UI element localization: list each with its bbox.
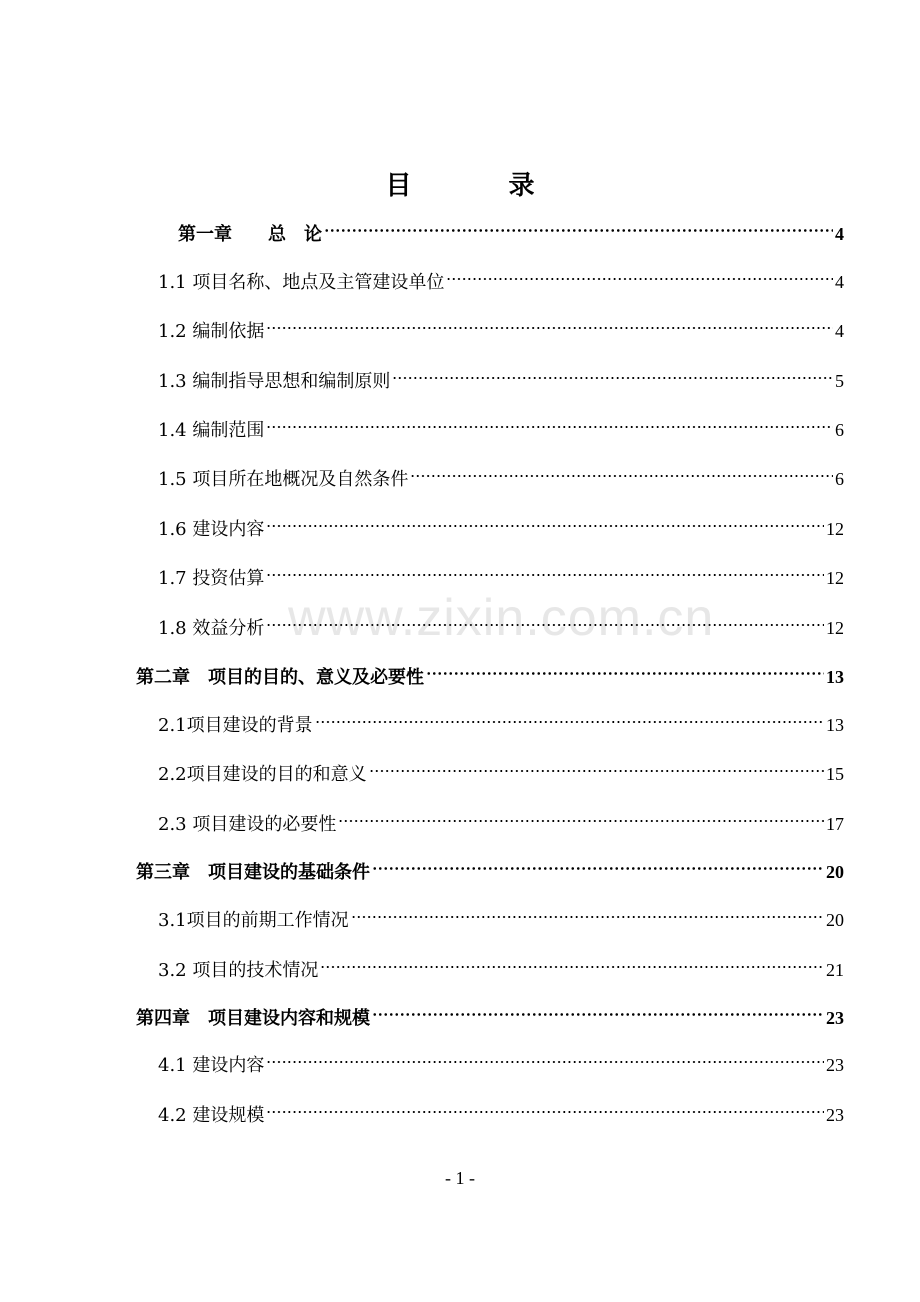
- toc-chapter-3[interactable]: [136, 848, 844, 883]
- toc-leader-dots: [372, 848, 824, 878]
- toc-section-1-6[interactable]: [158, 505, 844, 540]
- toc-leader-dots: [324, 210, 833, 240]
- toc-entry-page: 12: [826, 519, 844, 539]
- toc-section-1-1[interactable]: [158, 258, 844, 293]
- watermark: www.zixin.com.cn: [288, 589, 715, 647]
- toc-entry-page: 20: [826, 862, 844, 882]
- toc-entry-page: 4: [835, 224, 844, 244]
- toc-leader-dots: [266, 554, 824, 584]
- toc-entry-page: 23: [826, 1008, 844, 1028]
- toc-leader-dots: [410, 455, 833, 485]
- toc-leader-dots: [426, 653, 824, 683]
- toc-entry-label: 4.2 建设规模: [158, 1105, 265, 1126]
- toc-section-2-2[interactable]: [158, 750, 844, 785]
- toc-entry-label: 第三章 项目建设的基础条件: [136, 862, 370, 883]
- toc-section-2-1[interactable]: [158, 701, 844, 736]
- toc-leader-dots: [351, 896, 824, 926]
- toc-entry-page: 23: [826, 1105, 844, 1125]
- toc-leader-dots: [320, 946, 824, 976]
- toc-section-4-2[interactable]: [158, 1091, 844, 1126]
- toc-entry-label: 2.1项目建设的背景: [158, 715, 313, 736]
- toc-entry-label: 1.6 建设内容: [158, 519, 265, 540]
- toc-section-3-2[interactable]: [158, 946, 844, 981]
- toc-entry-label: 1.4 编制范围: [158, 420, 265, 441]
- toc-entry-label: 1.8 效益分析: [158, 618, 265, 639]
- toc-leader-dots: [338, 800, 824, 830]
- toc-entry-label: 第二章 项目的目的、意义及必要性: [136, 667, 424, 688]
- toc-entry-label: 1.3 编制指导思想和编制原则: [158, 371, 391, 392]
- toc-entry-label: 第一章 总 论: [178, 224, 322, 245]
- toc-leader-dots: [266, 505, 824, 535]
- toc-entry-page: 5: [835, 371, 844, 391]
- toc-entry-label: 1.5 项目所在地概况及自然条件: [158, 469, 409, 490]
- toc-entry-page: 23: [826, 1055, 844, 1075]
- toc-section-3-1[interactable]: [158, 896, 844, 931]
- page-number: - 1 -: [445, 1168, 475, 1188]
- toc-chapter-1[interactable]: [178, 210, 844, 245]
- toc-leader-dots: [266, 1091, 824, 1121]
- page-title: 目 录: [385, 171, 579, 201]
- toc-entry-page: 15: [826, 764, 844, 784]
- toc-leader-dots: [266, 1041, 824, 1071]
- toc-entry-page: 6: [835, 469, 844, 489]
- toc-entry-label: 3.1项目的前期工作情况: [158, 910, 349, 931]
- toc-chapter-4[interactable]: [136, 994, 844, 1029]
- toc-section-1-4[interactable]: [158, 406, 844, 441]
- toc-entry-page: 21: [826, 960, 844, 980]
- toc-leader-dots: [266, 307, 833, 337]
- toc-leader-dots: [446, 258, 833, 288]
- toc-entry-label: 第四章 项目建设内容和规模: [136, 1008, 370, 1029]
- toc-section-1-3[interactable]: [158, 357, 844, 392]
- toc-section-1-8[interactable]: [158, 604, 844, 639]
- toc-leader-dots: [266, 604, 824, 634]
- toc-entry-label: 1.7 投资估算: [158, 568, 265, 589]
- toc-entry-label: 1.1 项目名称、地点及主管建设单位: [158, 272, 445, 293]
- toc-entry-page: 20: [826, 910, 844, 930]
- toc-leader-dots: [372, 994, 824, 1024]
- toc-leader-dots: [392, 357, 833, 387]
- toc-entry-page: 4: [835, 272, 844, 292]
- toc-chapter-2[interactable]: [136, 653, 844, 688]
- toc-entry-label: 1.2 编制依据: [158, 321, 265, 342]
- toc-entry-page: 17: [826, 814, 844, 834]
- toc-entry-page: 6: [835, 420, 844, 440]
- toc-section-2-3[interactable]: [158, 800, 844, 835]
- toc-entry-page: 13: [826, 715, 844, 735]
- toc-entry-label: 3.2 项目的技术情况: [158, 960, 319, 981]
- toc-section-1-5[interactable]: [158, 455, 844, 490]
- toc-leader-dots: [315, 701, 824, 731]
- toc-entry-label: 4.1 建设内容: [158, 1055, 265, 1076]
- toc-leader-dots: [266, 406, 833, 436]
- toc-entry-label: 2.2项目建设的目的和意义: [158, 764, 367, 785]
- toc-leader-dots: [369, 750, 824, 780]
- toc-entry-page: 4: [835, 321, 844, 341]
- toc-entry-page: 13: [826, 667, 844, 687]
- toc-entry-page: 12: [826, 618, 844, 638]
- toc-section-1-2[interactable]: [158, 307, 844, 342]
- toc-entry-label: 2.3 项目建设的必要性: [158, 814, 337, 835]
- toc-section-1-7[interactable]: [158, 554, 844, 589]
- toc-entry-page: 12: [826, 568, 844, 588]
- toc-section-4-1[interactable]: [158, 1041, 844, 1076]
